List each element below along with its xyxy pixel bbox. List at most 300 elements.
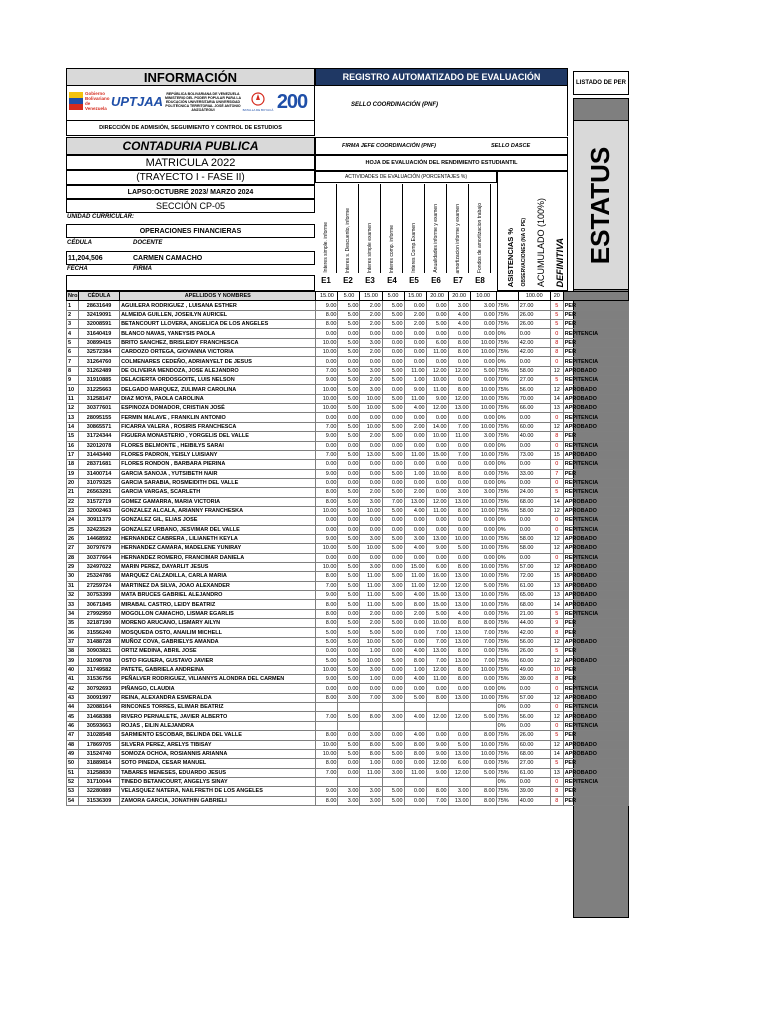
table-row xyxy=(67,731,629,740)
row-number: 20 xyxy=(67,478,79,487)
grade-cell: 9.00 xyxy=(316,675,338,684)
grade-cell: 0.00 xyxy=(360,441,382,450)
table-row xyxy=(67,497,629,506)
estatus-cell: APROBADO xyxy=(563,581,628,590)
acumulado-cell: 24.00 xyxy=(518,488,550,497)
uptjaa-logo-text: UPTJAA xyxy=(111,93,164,109)
activity-header-5: Interes Comp.Examen xyxy=(403,184,425,273)
actividades-label: ACTIVIDADES DE EVALUACIÓN (PORCENTAJES %) xyxy=(344,174,468,180)
grade-cell: 5.00 xyxy=(426,609,448,618)
grade-cell: 0.00 xyxy=(404,553,426,562)
row-number: 41 xyxy=(67,675,79,684)
table-row xyxy=(67,534,629,543)
grade-cell: 0.00 xyxy=(426,488,448,497)
grade-cell: 5.00 xyxy=(382,600,404,609)
definitiva-cell: 12 xyxy=(550,740,563,749)
grade-cell: 1.00 xyxy=(404,665,426,674)
cedula-cell: 31556240 xyxy=(79,628,120,637)
cedula-cell: 30792693 xyxy=(79,684,120,693)
grade-cell xyxy=(404,777,426,786)
cedula-cell: 32008591 xyxy=(79,320,120,329)
grade-cell: 0.00 xyxy=(426,357,448,366)
weight-cell: 5.00 xyxy=(338,292,360,301)
activity-header-7: amortizacion informe y examen xyxy=(447,184,469,273)
grade-cell: 10.00 xyxy=(360,656,382,665)
grade-cell: 5.00 xyxy=(338,394,360,403)
student-name: MATA BRUCES GABRIEL ALEJANDRO xyxy=(120,591,316,600)
grade-cell: 5.00 xyxy=(338,581,360,590)
cedula-cell: 31225663 xyxy=(79,385,120,394)
asistencia-cell: 75% xyxy=(496,749,518,758)
grade-cell: 10.00 xyxy=(470,749,496,758)
grade-cell: 5.00 xyxy=(338,301,360,310)
lapso-row xyxy=(66,185,315,199)
grade-cell: 9.00 xyxy=(316,534,338,543)
estatus-cell: REPITENCIA xyxy=(563,460,628,469)
grade-cell xyxy=(426,703,448,712)
cedula-cell: 27259724 xyxy=(79,581,120,590)
row-number: 38 xyxy=(67,647,79,656)
grade-cell xyxy=(316,703,338,712)
grade-cell: 0.00 xyxy=(426,684,448,693)
asistencia-cell: 75% xyxy=(496,469,518,478)
asistencia-cell: 0% xyxy=(496,777,518,786)
cedula-cell: 30091997 xyxy=(79,693,120,702)
grade-cell: 5.00 xyxy=(470,712,496,721)
acumulado-cell: 57.00 xyxy=(518,693,550,702)
acumulado-cell: 42.00 xyxy=(518,348,550,357)
grade-cell: 7.00 xyxy=(470,628,496,637)
acumulado-cell: 27.00 xyxy=(518,759,550,768)
table-row xyxy=(67,712,629,721)
grade-cell: 10.00 xyxy=(470,740,496,749)
table-row xyxy=(67,404,629,413)
acumulado-cell: 60.00 xyxy=(518,740,550,749)
grade-cell: 0.00 xyxy=(404,441,426,450)
activity-code-2: E2 xyxy=(343,276,353,285)
table-row xyxy=(67,759,629,768)
grade-cell: 0.00 xyxy=(382,441,404,450)
student-name: MARQUEZ CALZADILLA, CARLA MARIA xyxy=(120,572,316,581)
grade-cell: 8.00 xyxy=(316,731,338,740)
grade-cell: 0.00 xyxy=(448,731,470,740)
grade-cell: 4.00 xyxy=(404,404,426,413)
asistencia-cell: 75% xyxy=(496,796,518,805)
acumulado-cell: 0.00 xyxy=(518,329,550,338)
grade-cell: 0.00 xyxy=(382,675,404,684)
fecha-label: FECHA xyxy=(67,266,88,272)
grade-cell: 15.00 xyxy=(426,591,448,600)
grade-cell: 3.00 xyxy=(404,534,426,543)
definitiva-cell: 5 xyxy=(550,731,563,740)
batalla-logo xyxy=(242,88,274,116)
grade-cell: 0.00 xyxy=(448,516,470,525)
table-row xyxy=(67,721,629,730)
grade-cell: 3.00 xyxy=(338,796,360,805)
grade-cell: 2.00 xyxy=(404,422,426,431)
grade-cell: 4.00 xyxy=(448,609,470,618)
cedula-cell: 31710044 xyxy=(79,777,120,786)
grade-cell: 2.00 xyxy=(360,320,382,329)
grade-cell: 1.00 xyxy=(360,675,382,684)
student-name: MOGOLLON CAMACHO, LISMAR EGARLIS xyxy=(120,609,316,618)
informacion-header: INFORMACIÓN xyxy=(66,68,315,86)
grade-cell: 0.00 xyxy=(382,413,404,422)
grade-cell: 8.00 xyxy=(470,619,496,628)
grade-cell: 3.00 xyxy=(470,301,496,310)
grade-cell: 8.00 xyxy=(448,619,470,628)
acumulado-cell: 56.00 xyxy=(518,637,550,646)
grade-cell: 8.00 xyxy=(448,469,470,478)
asistencia-cell: 75% xyxy=(496,450,518,459)
grade-cell: 3.00 xyxy=(360,338,382,347)
grade-cell: 10.00 xyxy=(470,562,496,571)
matricula-label: MATRICULA 2022 xyxy=(145,157,236,169)
grade-cell: 12.00 xyxy=(448,581,470,590)
definitiva-cell: 0 xyxy=(550,478,563,487)
grade-cell xyxy=(382,777,404,786)
estatus-cell: PER xyxy=(563,796,628,805)
grade-cell: 2.00 xyxy=(360,432,382,441)
asistencia-cell: 75% xyxy=(496,787,518,796)
grade-cell: 8.00 xyxy=(448,348,470,357)
grade-cell: 10.00 xyxy=(426,376,448,385)
weight-cell: 10.00 xyxy=(470,292,496,301)
acumulado-cell: 26.00 xyxy=(518,731,550,740)
row-number: 49 xyxy=(67,749,79,758)
acumulado-cell: 27.00 xyxy=(518,301,550,310)
estatus-cell: APROBADO xyxy=(563,534,628,543)
cedula-cell: 31400714 xyxy=(79,469,120,478)
student-name: BRITO SANCHEZ, BRISLEIDY FRANCHESCA xyxy=(120,338,316,347)
grade-cell: 0.00 xyxy=(338,460,360,469)
definitiva-header: DEFINITIVA xyxy=(555,237,565,287)
row-number: 39 xyxy=(67,656,79,665)
activity-header-2: Interes s. Descuento, informe xyxy=(337,184,359,273)
grade-cell: 11.00 xyxy=(426,348,448,357)
grade-cell: 3.00 xyxy=(360,497,382,506)
grade-cell: 10.00 xyxy=(448,534,470,543)
student-name: GONZALEZ ALCALA, ARIANNY FRANCHESKA xyxy=(120,506,316,515)
firma-label: FIRMA xyxy=(133,266,152,272)
cedula-cell: 32002463 xyxy=(79,506,120,515)
grade-cell: 3.00 xyxy=(382,693,404,702)
cedula-cell: 30911379 xyxy=(79,516,120,525)
grade-cell: 0.00 xyxy=(404,684,426,693)
grade-cell: 0.00 xyxy=(360,684,382,693)
acumulado-cell: 26.00 xyxy=(518,320,550,329)
grade-cell: 5.00 xyxy=(382,572,404,581)
grade-cell: 0.00 xyxy=(316,441,338,450)
row-number: 42 xyxy=(67,684,79,693)
grade-cell: 2.00 xyxy=(360,301,382,310)
grade-cell xyxy=(360,703,382,712)
grade-cell: 0.00 xyxy=(470,376,496,385)
grade-cell: 0.00 xyxy=(448,329,470,338)
grade-cell: 2.00 xyxy=(404,320,426,329)
grade-cell: 5.00 xyxy=(338,310,360,319)
definitiva-cell: 5 xyxy=(550,320,563,329)
grade-cell: 5.00 xyxy=(338,404,360,413)
grade-cell: 0.00 xyxy=(382,357,404,366)
cedula-cell: 30903821 xyxy=(79,647,120,656)
cedula-cell: 31488728 xyxy=(79,637,120,646)
grade-cell: 6.00 xyxy=(426,338,448,347)
definitiva-cell: 0 xyxy=(550,413,563,422)
table-row xyxy=(67,619,629,628)
estatus-cell: APROBADO xyxy=(563,422,628,431)
grade-cell: 5.00 xyxy=(338,712,360,721)
grade-cell: 12.00 xyxy=(448,712,470,721)
grade-cell: 10.00 xyxy=(470,338,496,347)
table-row xyxy=(67,768,629,777)
grade-cell: 12.00 xyxy=(448,394,470,403)
grade-cell xyxy=(382,703,404,712)
grade-cell: 15.00 xyxy=(426,600,448,609)
definitiva-cell: 0 xyxy=(550,329,563,338)
table-row xyxy=(67,516,629,525)
cedula-cell: 31258147 xyxy=(79,394,120,403)
estatus-cell: REPITENCIA xyxy=(563,478,628,487)
grade-cell: 11.00 xyxy=(448,432,470,441)
grade-cell: 0.00 xyxy=(316,413,338,422)
grade-cell: 3.00 xyxy=(360,562,382,571)
acumulado-cell: 0.00 xyxy=(518,478,550,487)
grade-cell: 0.00 xyxy=(448,357,470,366)
row-number: 35 xyxy=(67,619,79,628)
cedula-cell: 32088164 xyxy=(79,703,120,712)
grade-cell: 8.00 xyxy=(470,787,496,796)
cedula-cell: 32497022 xyxy=(79,562,120,571)
grade-cell: 5.00 xyxy=(382,301,404,310)
grade-cell: 0.00 xyxy=(360,469,382,478)
grade-cell: 13.00 xyxy=(448,637,470,646)
grade-cell: 13.00 xyxy=(404,497,426,506)
asistencia-cell: 75% xyxy=(496,759,518,768)
definitiva-cell: 14 xyxy=(550,394,563,403)
grade-cell: 12.00 xyxy=(426,665,448,674)
student-name: ZAMORA GARCIA, JONATHIN GABRIELI xyxy=(120,796,316,805)
carrera-row xyxy=(66,137,315,155)
registro-header: REGISTRO AUTOMATIZADO DE EVALUACIÓN xyxy=(315,68,568,86)
grade-cell: 5.00 xyxy=(382,787,404,796)
grade-cell: 8.00 xyxy=(448,506,470,515)
row-number: 5 xyxy=(67,338,79,347)
grade-cell: 5.00 xyxy=(338,338,360,347)
activity-header-4: Interes comp. informe xyxy=(381,184,403,273)
acumulado-cell: 68.00 xyxy=(518,600,550,609)
asistencia-cell: 75% xyxy=(496,675,518,684)
acumulado-cell: 56.00 xyxy=(518,385,550,394)
weight-cell: 100.00 xyxy=(518,292,550,301)
grade-cell: 9.00 xyxy=(426,768,448,777)
activity-code-4: E4 xyxy=(387,276,397,285)
grade-cell: 5.00 xyxy=(338,385,360,394)
grade-cell: 7.00 xyxy=(426,656,448,665)
asistencia-cell: 75% xyxy=(496,591,518,600)
grade-cell: 0.00 xyxy=(448,376,470,385)
estatus-cell: REPITENCIA xyxy=(563,488,628,497)
grade-cell: 8.00 xyxy=(448,385,470,394)
row-number: 44 xyxy=(67,703,79,712)
cedula-cell: 32280889 xyxy=(79,787,120,796)
asistencia-cell: 75% xyxy=(496,628,518,637)
grade-cell xyxy=(404,721,426,730)
acumulado-cell: 0.00 xyxy=(518,516,550,525)
estatus-cell: APROBADO xyxy=(563,637,628,646)
grade-cell: 7.00 xyxy=(382,497,404,506)
grade-cell: 4.00 xyxy=(404,544,426,553)
grade-cell: 0.00 xyxy=(338,357,360,366)
definitiva-cell: 0 xyxy=(550,721,563,730)
estatus-cell: APROBADO xyxy=(563,768,628,777)
definitiva-cell: 14 xyxy=(550,600,563,609)
row-number: 37 xyxy=(67,637,79,646)
row-number: 28 xyxy=(67,553,79,562)
grade-cell: 10.00 xyxy=(426,432,448,441)
table-row xyxy=(67,357,629,366)
nro-header: Nro. xyxy=(68,293,79,300)
grade-cell: 10.00 xyxy=(426,619,448,628)
student-name: GARCIA SARABIA, ROSMEIDITH DEL VALLE xyxy=(120,478,316,487)
grade-cell: 3.00 xyxy=(360,385,382,394)
grade-cell: 2.00 xyxy=(360,348,382,357)
grade-cell: 0.00 xyxy=(448,684,470,693)
grade-cell: 0.00 xyxy=(470,478,496,487)
grade-cell: 11.00 xyxy=(404,394,426,403)
asistencia-cell: 75% xyxy=(496,637,518,646)
grade-cell: 11.00 xyxy=(404,450,426,459)
grade-cell: 10.00 xyxy=(470,693,496,702)
student-name: FIGUERA MONASTERIO , YORGELIS DEL VALLE xyxy=(120,432,316,441)
table-row xyxy=(67,600,629,609)
grade-cell: 0.00 xyxy=(316,553,338,562)
grade-cell: 5.00 xyxy=(382,637,404,646)
grade-cell: 3.00 xyxy=(360,731,382,740)
asistencia-cell: 0% xyxy=(496,329,518,338)
grade-cell: 0.00 xyxy=(382,385,404,394)
estatus-cell: REPITENCIA xyxy=(563,357,628,366)
estatus-cell: REPITENCIA xyxy=(563,516,628,525)
grade-cell: 13.00 xyxy=(448,404,470,413)
grade-cell: 0.00 xyxy=(338,469,360,478)
definitiva-cell: 14 xyxy=(550,749,563,758)
acumulado-cell: 0.00 xyxy=(518,525,550,534)
hoja-label: HOJA DE EVALUACIÓN DEL RENDIMIENTO ESTUDIANTIL xyxy=(365,160,518,166)
grade-cell: 13.00 xyxy=(448,572,470,581)
definitiva-cell: 0 xyxy=(550,516,563,525)
grade-cell: 5.00 xyxy=(382,320,404,329)
grade-cell: 12.00 xyxy=(448,366,470,375)
grade-cell: 11.00 xyxy=(426,506,448,515)
cedula-cell: 31098708 xyxy=(79,656,120,665)
unidad-label: UNIDAD CURRICULAR: xyxy=(67,214,134,220)
grade-cell: 10.00 xyxy=(316,740,338,749)
grade-cell: 13.00 xyxy=(360,450,382,459)
grade-cell: 3.00 xyxy=(448,787,470,796)
definitiva-cell: 13 xyxy=(550,591,563,600)
asistencia-cell: 0% xyxy=(496,703,518,712)
activity-code-7: E7 xyxy=(453,276,463,285)
grade-cell xyxy=(426,777,448,786)
estatus-cell: APROBADO xyxy=(563,394,628,403)
grade-cell: 11.00 xyxy=(360,768,382,777)
estatus-cell: APROBADO xyxy=(563,562,628,571)
grade-cell: 2.00 xyxy=(360,609,382,618)
grade-cell: 0.00 xyxy=(404,525,426,534)
grade-cell: 5.00 xyxy=(316,656,338,665)
grade-cell: 5.00 xyxy=(338,450,360,459)
grade-cell: 8.00 xyxy=(316,619,338,628)
grade-cell: 5.00 xyxy=(382,796,404,805)
grade-cell: 5.00 xyxy=(338,534,360,543)
grade-cell: 10.00 xyxy=(360,422,382,431)
cedula-cell: 31262489 xyxy=(79,366,120,375)
grade-cell: 5.00 xyxy=(470,581,496,590)
grade-cell: 8.00 xyxy=(448,665,470,674)
grade-cell: 0.00 xyxy=(404,478,426,487)
estatus-cell: REPITENCIA xyxy=(563,329,628,338)
grade-cell xyxy=(404,703,426,712)
grade-cell: 5.00 xyxy=(382,450,404,459)
grade-cell: 11.00 xyxy=(426,675,448,684)
row-number: 14 xyxy=(67,422,79,431)
venezuela-flag-icon xyxy=(69,92,83,110)
grade-cell: 10.00 xyxy=(470,450,496,459)
row-number: 16 xyxy=(67,441,79,450)
grade-cell: 4.00 xyxy=(404,731,426,740)
grade-cell: 5.00 xyxy=(382,749,404,758)
grade-cell: 14.00 xyxy=(426,422,448,431)
grade-cell: 10.00 xyxy=(470,394,496,403)
grade-cell xyxy=(448,703,470,712)
table-row xyxy=(67,338,629,347)
row-number: 23 xyxy=(67,506,79,515)
cedula-cell: 17869705 xyxy=(79,740,120,749)
grade-cell: 10.00 xyxy=(360,394,382,403)
uptjaa-logo xyxy=(111,89,164,113)
table-row xyxy=(67,432,629,441)
definitiva-cell: 9 xyxy=(550,619,563,628)
grade-cell: 0.00 xyxy=(448,478,470,487)
grade-cell: 15.00 xyxy=(426,450,448,459)
estatus-cell: APROBADO xyxy=(563,404,628,413)
grade-cell: 0.00 xyxy=(338,684,360,693)
asistencia-cell: 75% xyxy=(496,600,518,609)
grade-cell: 12.00 xyxy=(426,759,448,768)
definitiva-cell: 12 xyxy=(550,534,563,543)
grade-cell: 7.00 xyxy=(470,656,496,665)
grade-cell: 10.00 xyxy=(470,534,496,543)
nombres-header: APELLIDOS Y NOMBRES xyxy=(120,292,316,301)
svg-text:BATALLA DE BOYACÁ: BATALLA DE BOYACÁ xyxy=(242,108,274,112)
grade-cell: 5.00 xyxy=(382,656,404,665)
grade-cell: 5.00 xyxy=(338,619,360,628)
table-row xyxy=(67,478,629,487)
grade-cell: 10.00 xyxy=(426,469,448,478)
grade-cell: 5.00 xyxy=(382,619,404,628)
estatus-cell: APROBADO xyxy=(563,366,628,375)
grade-cell: 9.00 xyxy=(426,740,448,749)
grade-cell: 5.00 xyxy=(382,366,404,375)
grade-cell: 10.00 xyxy=(470,422,496,431)
grade-cell: 10.00 xyxy=(470,404,496,413)
grade-cell xyxy=(448,721,470,730)
grade-cell: 7.00 xyxy=(316,422,338,431)
cedula-cell: 28095155 xyxy=(79,413,120,422)
grade-cell: 4.00 xyxy=(448,320,470,329)
estatus-cell: APROBADO xyxy=(563,544,628,553)
